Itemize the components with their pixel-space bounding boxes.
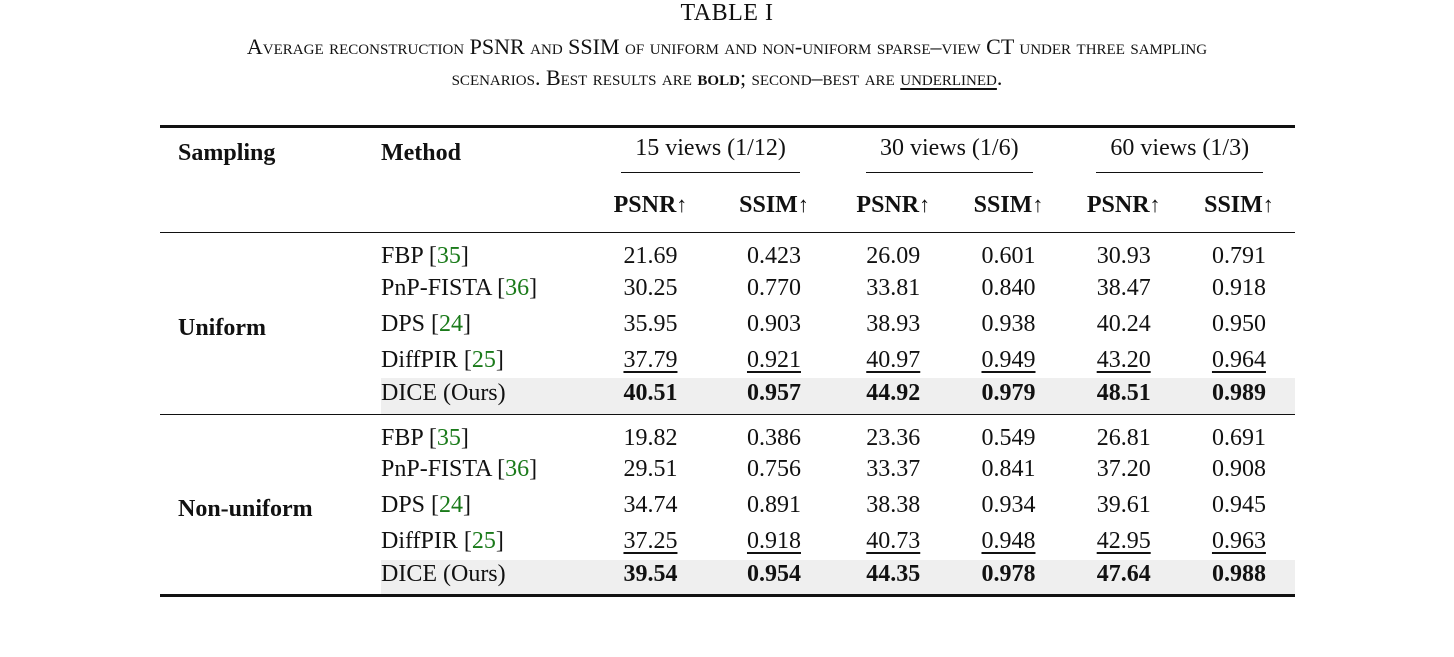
caption-bold-word: bold bbox=[697, 65, 740, 90]
best-value: 47.64 bbox=[1096, 561, 1151, 588]
method-label: DPS bbox=[381, 310, 426, 337]
value: 0.791 bbox=[1211, 243, 1266, 269]
table-body bbox=[160, 233, 1295, 596]
metric-value bbox=[714, 524, 834, 560]
second-best-value: 40.97 bbox=[866, 346, 921, 373]
metric-value bbox=[587, 270, 714, 306]
metric-value bbox=[834, 560, 952, 596]
method-label: DiffPIR bbox=[381, 528, 458, 554]
value: 33.81 bbox=[866, 274, 921, 301]
header-group-60-views: 60 views (1/3) bbox=[1065, 127, 1296, 180]
value: 21.69 bbox=[623, 243, 678, 269]
sampling-label: Uniform bbox=[178, 314, 266, 341]
caption-underline-word: underlined bbox=[900, 65, 997, 90]
value: 0.938 bbox=[981, 310, 1036, 337]
metric-value bbox=[1065, 378, 1183, 414]
value: 0.423 bbox=[746, 243, 801, 269]
metric-value bbox=[714, 414, 834, 452]
metric-value bbox=[714, 306, 834, 342]
value: 37.20 bbox=[1096, 456, 1151, 482]
metric-value bbox=[587, 342, 714, 378]
method-name bbox=[381, 560, 587, 596]
metric-value bbox=[1065, 414, 1183, 452]
metric-value bbox=[587, 306, 714, 342]
table-caption bbox=[0, 31, 1454, 93]
metric-value bbox=[1065, 524, 1183, 560]
caption-text: . bbox=[996, 65, 1003, 90]
value: 0.903 bbox=[746, 310, 801, 337]
metric-value bbox=[1183, 560, 1295, 596]
metric-value bbox=[952, 560, 1064, 596]
method-name bbox=[381, 378, 587, 414]
method-label: PnP-FISTA bbox=[381, 274, 492, 301]
header-sampling: Sampling bbox=[178, 140, 276, 167]
metric-value bbox=[834, 306, 952, 342]
metric-value bbox=[1065, 233, 1183, 271]
citation-link[interactable]: 36 bbox=[505, 274, 530, 301]
value: 0.601 bbox=[981, 243, 1036, 269]
best-value: 0.979 bbox=[981, 380, 1036, 407]
metric-value bbox=[834, 342, 952, 378]
metric-value bbox=[952, 524, 1064, 560]
value: 26.81 bbox=[1096, 424, 1151, 451]
value: 0.891 bbox=[746, 492, 801, 518]
header-psnr: PSNR↑ bbox=[856, 192, 931, 219]
method-name: PnP-FISTA [36] bbox=[381, 274, 538, 301]
metric-value bbox=[834, 452, 952, 488]
metric-value bbox=[952, 414, 1064, 452]
value: 0.918 bbox=[1211, 274, 1266, 301]
method-label: DPS bbox=[381, 492, 426, 518]
caption-line-2 bbox=[0, 62, 1454, 93]
best-value: 0.954 bbox=[746, 561, 801, 588]
header-method: Method bbox=[381, 140, 461, 167]
metric-value bbox=[587, 488, 714, 524]
value: 0.549 bbox=[981, 424, 1036, 451]
metric-value bbox=[587, 233, 714, 271]
metric-value bbox=[834, 270, 952, 306]
value: 38.93 bbox=[866, 310, 921, 337]
method-name: PnP-FISTA [36] bbox=[381, 456, 538, 482]
value: 0.950 bbox=[1211, 310, 1266, 337]
value: 33.37 bbox=[866, 456, 921, 482]
best-value: 44.35 bbox=[866, 561, 921, 588]
method-label: FBP bbox=[381, 243, 423, 269]
metric-value bbox=[1065, 306, 1183, 342]
caption-line-1: Average reconstruction PSNR and SSIM of uniform and non-uniform sparse–view CT under three sampling bbox=[246, 34, 1208, 59]
value: 19.82 bbox=[623, 424, 678, 451]
metric-value bbox=[714, 233, 834, 271]
metric-value bbox=[1183, 270, 1295, 306]
metric-value bbox=[1183, 378, 1295, 414]
header-psnr: PSNR↑ bbox=[1086, 192, 1161, 219]
second-best-value: 42.95 bbox=[1096, 528, 1151, 554]
metric-value bbox=[1183, 306, 1295, 342]
metric-value bbox=[834, 378, 952, 414]
second-best-value: 0.949 bbox=[981, 346, 1036, 373]
header-group-15-views: 15 views (1/12) bbox=[587, 127, 834, 180]
method-label: FBP bbox=[381, 424, 423, 451]
sampling-label: Non-uniform bbox=[178, 495, 313, 522]
method-name: DiffPIR [25] bbox=[381, 346, 504, 373]
metric-value bbox=[1065, 452, 1183, 488]
metric-value bbox=[587, 560, 714, 596]
second-best-value: 0.963 bbox=[1211, 528, 1266, 554]
metric-value bbox=[1183, 524, 1295, 560]
citation-link[interactable]: 24 bbox=[439, 310, 464, 337]
value: 0.386 bbox=[746, 424, 801, 451]
best-value: 48.51 bbox=[1096, 380, 1151, 407]
metric-value bbox=[1065, 342, 1183, 378]
value: 0.756 bbox=[746, 456, 801, 482]
value: 40.24 bbox=[1096, 310, 1151, 337]
metric-value bbox=[587, 452, 714, 488]
metric-value bbox=[1183, 233, 1295, 271]
second-best-value: 40.73 bbox=[866, 528, 921, 554]
value: 23.36 bbox=[866, 424, 921, 451]
metric-value bbox=[952, 306, 1064, 342]
metric-value bbox=[714, 488, 834, 524]
method-label: PnP-FISTA bbox=[381, 456, 492, 482]
method-label: DICE (Ours) bbox=[381, 561, 506, 588]
header-ssim: SSIM↑ bbox=[1204, 192, 1274, 219]
best-value: 39.54 bbox=[623, 561, 678, 588]
value: 34.74 bbox=[623, 492, 678, 518]
table-row bbox=[160, 233, 1295, 271]
metric-value bbox=[714, 342, 834, 378]
metric-value bbox=[587, 378, 714, 414]
metric-value bbox=[952, 270, 1064, 306]
best-value: 0.978 bbox=[981, 561, 1036, 588]
metric-value bbox=[1183, 414, 1295, 452]
best-value: 0.957 bbox=[746, 380, 801, 407]
value: 38.47 bbox=[1096, 274, 1151, 301]
second-best-value: 43.20 bbox=[1096, 346, 1151, 373]
value: 0.908 bbox=[1211, 456, 1266, 482]
metric-value bbox=[1183, 488, 1295, 524]
metric-value bbox=[587, 524, 714, 560]
value: 29.51 bbox=[623, 456, 678, 482]
best-value: 0.989 bbox=[1211, 380, 1266, 407]
method-name: DiffPIR [25] bbox=[381, 528, 504, 554]
value: 26.09 bbox=[866, 243, 921, 269]
method-name: FBP [35] bbox=[381, 243, 469, 269]
value: 30.25 bbox=[623, 274, 678, 301]
second-best-value: 0.921 bbox=[746, 346, 801, 373]
method-name: DPS [24] bbox=[381, 310, 472, 337]
value: 0.934 bbox=[981, 492, 1036, 518]
metric-value bbox=[834, 414, 952, 452]
metric-value bbox=[834, 524, 952, 560]
metric-value bbox=[1065, 488, 1183, 524]
metric-value bbox=[952, 488, 1064, 524]
value: 0.841 bbox=[981, 456, 1036, 482]
method-name: DPS [24] bbox=[381, 492, 472, 518]
citation-link[interactable]: 35 bbox=[436, 424, 461, 451]
header-group-30-views: 30 views (1/6) bbox=[834, 127, 1064, 180]
method-label: DICE (Ours) bbox=[381, 380, 506, 407]
best-value: 40.51 bbox=[623, 380, 678, 407]
header-blank bbox=[160, 180, 381, 233]
metric-value bbox=[1183, 452, 1295, 488]
metric-value bbox=[952, 378, 1064, 414]
value: 0.945 bbox=[1211, 492, 1266, 518]
second-best-value: 37.79 bbox=[623, 346, 678, 373]
table-label: TABLE I bbox=[680, 0, 774, 26]
citation-link[interactable]: 25 bbox=[471, 346, 496, 373]
value: 38.38 bbox=[866, 492, 921, 518]
header-blank bbox=[381, 180, 587, 233]
best-value: 0.988 bbox=[1211, 561, 1266, 588]
method-label: DiffPIR bbox=[381, 346, 458, 373]
header-ssim: SSIM↑ bbox=[739, 192, 809, 219]
value: 0.770 bbox=[746, 274, 801, 301]
citation-link[interactable]: 25 bbox=[471, 528, 496, 554]
best-value: 44.92 bbox=[866, 380, 921, 407]
value: 0.691 bbox=[1211, 424, 1266, 451]
second-best-value: 0.964 bbox=[1211, 346, 1266, 373]
metric-value bbox=[1065, 270, 1183, 306]
metric-value bbox=[714, 452, 834, 488]
second-best-value: 0.948 bbox=[981, 528, 1036, 554]
value: 35.95 bbox=[623, 310, 678, 337]
header-ssim: SSIM↑ bbox=[973, 192, 1044, 219]
second-best-value: 0.918 bbox=[746, 528, 801, 554]
metric-value bbox=[714, 270, 834, 306]
metric-value bbox=[834, 488, 952, 524]
metric-value bbox=[952, 342, 1064, 378]
metric-value bbox=[714, 378, 834, 414]
value: 39.61 bbox=[1096, 492, 1151, 518]
value: 0.840 bbox=[981, 274, 1036, 301]
metric-value bbox=[714, 560, 834, 596]
metric-value bbox=[1183, 342, 1295, 378]
second-best-value: 37.25 bbox=[623, 528, 678, 554]
header-psnr: PSNR↑ bbox=[613, 192, 688, 219]
caption-text: ; second–best are bbox=[739, 65, 901, 90]
metric-value bbox=[1065, 560, 1183, 596]
method-name: FBP [35] bbox=[381, 424, 469, 451]
citation-link[interactable]: 36 bbox=[505, 456, 530, 482]
metric-value bbox=[952, 233, 1064, 271]
metric-value bbox=[587, 414, 714, 452]
metric-value bbox=[952, 452, 1064, 488]
metric-value bbox=[834, 233, 952, 271]
citation-link[interactable]: 24 bbox=[439, 492, 464, 518]
caption-text: scenarios. Best results are bbox=[451, 65, 698, 90]
citation-link[interactable]: 35 bbox=[436, 243, 461, 269]
results-table bbox=[160, 125, 1295, 597]
table-row bbox=[160, 414, 1295, 452]
value: 30.93 bbox=[1096, 243, 1151, 269]
